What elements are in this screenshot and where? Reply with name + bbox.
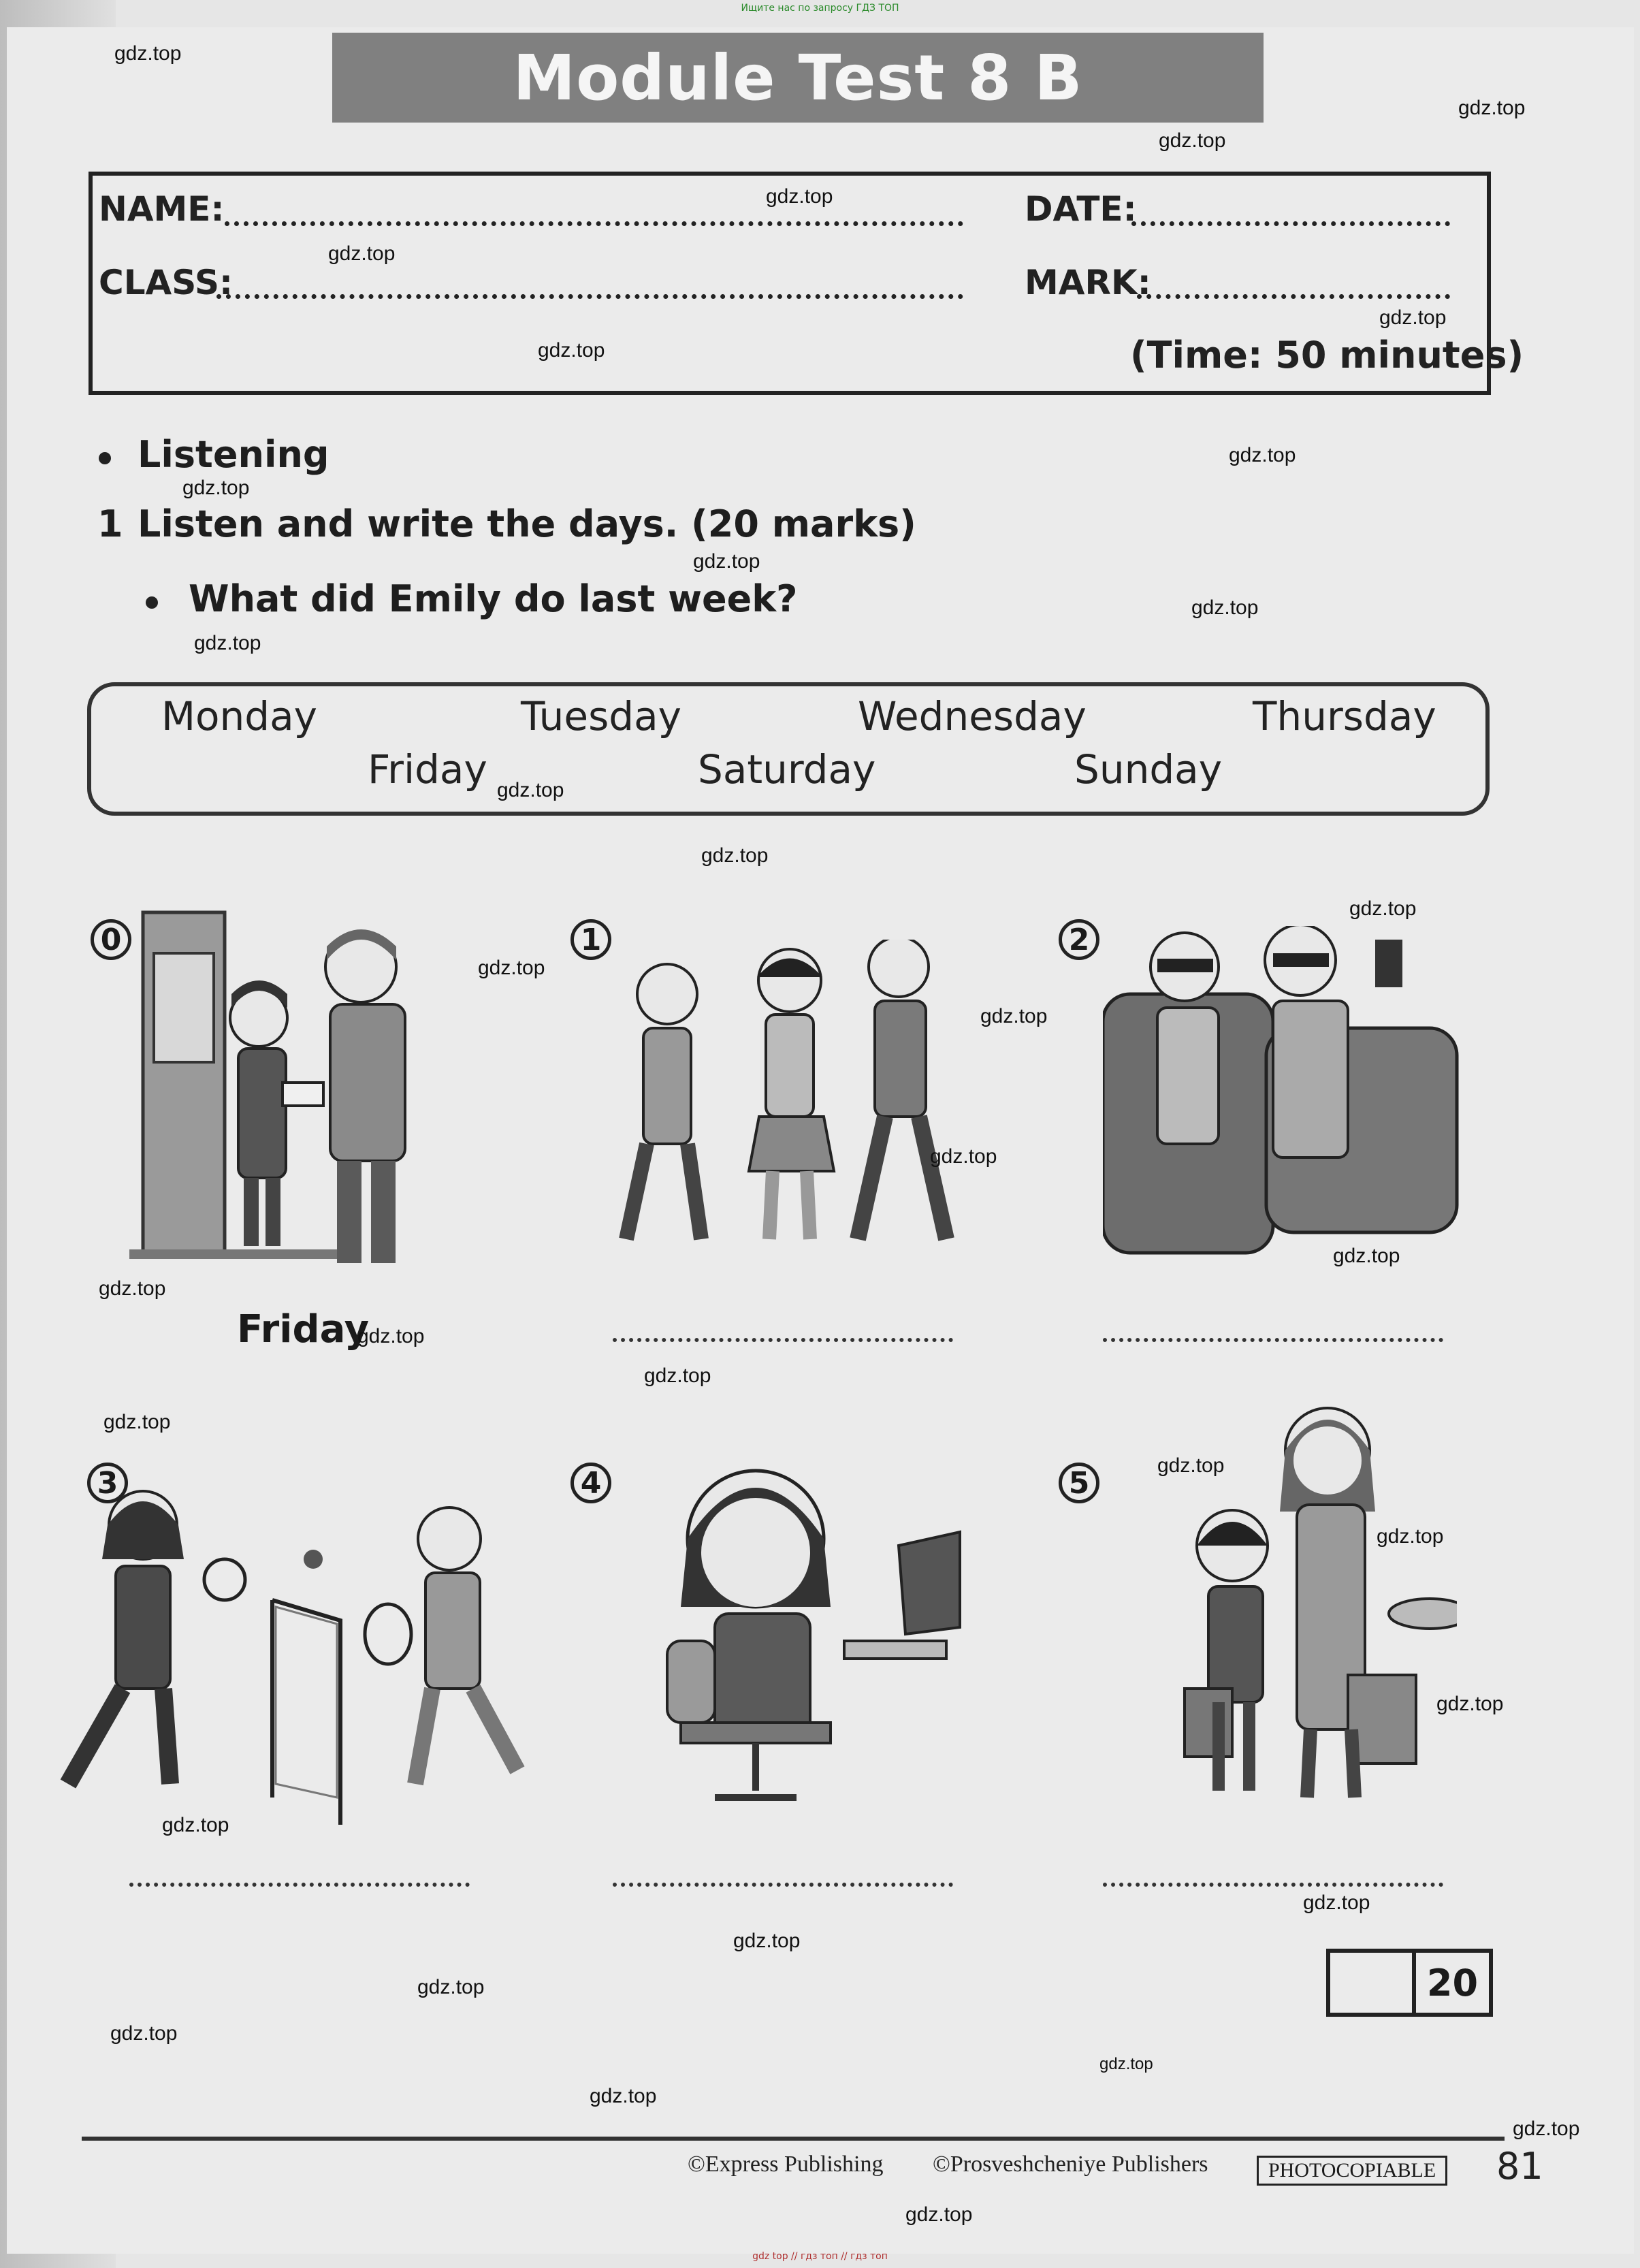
day-word: Tuesday: [521, 693, 681, 739]
score-total: 20: [1426, 1961, 1479, 2005]
watermark: gdz.top: [497, 779, 564, 801]
task-question: What did Emily do last week?: [189, 577, 798, 620]
watermark: gdz.top: [99, 1277, 166, 1300]
picture-dancing: [599, 940, 980, 1260]
page-number: 81: [1496, 2145, 1543, 2188]
picture-tennis: [54, 1484, 585, 1825]
time-label: (Time: 50 minutes): [1130, 334, 1524, 377]
name-label: NAME:: [99, 189, 225, 229]
picture-computer: [640, 1450, 994, 1818]
answer-field-3[interactable]: [129, 1883, 470, 1887]
answer-field-5[interactable]: [1103, 1883, 1443, 1887]
photocopiable-label: PHOTOCOPIABLE: [1257, 2156, 1447, 2186]
watermark: gdz.top: [733, 1930, 801, 1952]
watermark: gdz.top: [328, 242, 396, 265]
picture-number: 5: [1059, 1463, 1099, 1503]
day-word: Sunday: [1074, 746, 1223, 793]
watermark: gdz.top: [1377, 1525, 1444, 1548]
watermark: gdz.top: [590, 2085, 657, 2107]
watermark: gdz.top: [644, 1364, 711, 1387]
watermark: gdz.top: [103, 1411, 171, 1433]
answer-field-4[interactable]: [613, 1883, 953, 1887]
bullet: [99, 452, 111, 464]
name-field[interactable]: [225, 221, 963, 226]
picture-cinema: [1103, 926, 1484, 1266]
picture-number: 0: [91, 919, 131, 960]
bullet: [146, 596, 158, 609]
day-word: Thursday: [1253, 693, 1436, 739]
date-field[interactable]: [1131, 221, 1450, 226]
watermark: gdz.top: [766, 185, 833, 208]
class-label: CLASS:: [99, 263, 234, 302]
watermark: gdz.top: [1436, 1693, 1504, 1715]
watermark: gdz.top: [693, 550, 760, 573]
watermark: gdz.top: [1229, 444, 1296, 466]
day-word: Monday: [161, 693, 317, 739]
picture-number: 4: [570, 1463, 611, 1503]
publisher-prosveshcheniye: ©Prosveshcheniye Publishers: [933, 2152, 1208, 2177]
watermark: gdz.top: [1379, 306, 1447, 329]
day-word: Friday: [368, 746, 487, 793]
watermark: gdz.top: [417, 1976, 485, 1998]
answer-example: Friday: [237, 1307, 370, 1352]
picture-gift-at-door: [129, 906, 483, 1273]
watermark: gdz.top: [980, 1005, 1048, 1027]
header-note: Ищите нас по запросу ГДЗ ТОП: [741, 3, 899, 14]
title-bar: [332, 33, 1264, 123]
answer-field-2[interactable]: [1103, 1338, 1443, 1342]
watermark: gdz.top: [1333, 1245, 1400, 1267]
picture-number: 2: [1059, 919, 1099, 960]
watermark: gdz.top: [1191, 596, 1259, 619]
picture-number: 1: [570, 919, 611, 960]
publisher-express: ©Express Publishing: [688, 2152, 884, 2177]
mark-label: MARK:: [1025, 263, 1151, 302]
date-label: DATE:: [1025, 189, 1137, 229]
class-field[interactable]: [216, 294, 963, 299]
watermark: gdz.top: [1513, 2118, 1580, 2140]
watermark: gdz.top: [114, 42, 182, 65]
section-heading: Listening: [138, 433, 329, 476]
picture-number: 3: [87, 1463, 128, 1503]
watermark: gdz.top: [1099, 2055, 1153, 2073]
task-instruction: Listen and write the days. (20 marks): [138, 502, 916, 545]
watermark: gdz.top: [162, 1814, 229, 1836]
score-box: [1326, 1949, 1493, 2017]
day-word: Wednesday: [858, 693, 1087, 739]
task-number: 1: [97, 502, 123, 545]
watermark: gdz.top: [1159, 129, 1226, 152]
answer-field-1[interactable]: [613, 1338, 953, 1342]
watermark: gdz.top: [905, 2203, 973, 2226]
watermark: gdz.top: [930, 1145, 997, 1168]
watermark: gdz.top: [1349, 897, 1417, 920]
footer-note: gdz top // гдз топ // гдз топ: [752, 2251, 888, 2262]
footer-rule: [82, 2137, 1505, 2141]
watermark: gdz.top: [194, 632, 261, 654]
mark-field[interactable]: [1137, 294, 1450, 299]
day-word: Saturday: [698, 746, 876, 793]
watermark: gdz.top: [1303, 1891, 1370, 1914]
watermark: gdz.top: [357, 1325, 425, 1347]
watermark: gdz.top: [1157, 1454, 1225, 1477]
watermark: gdz.top: [1458, 97, 1526, 119]
watermark: gdz.top: [538, 339, 605, 362]
page-title: Module Test 8 B: [513, 41, 1083, 114]
watermark: gdz.top: [701, 844, 769, 867]
score-input-cell[interactable]: [1330, 1953, 1416, 2013]
watermark: gdz.top: [110, 2022, 178, 2045]
watermark: gdz.top: [478, 957, 545, 979]
watermark: gdz.top: [182, 477, 250, 499]
